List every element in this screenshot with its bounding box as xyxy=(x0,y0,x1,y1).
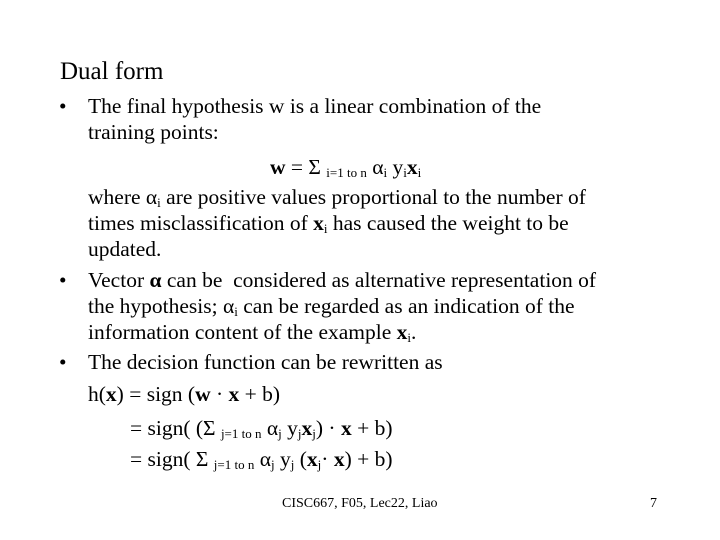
bullet-1-line-1: The final hypothesis w is a linear combination of the xyxy=(88,94,542,118)
bullet-3-marker: • xyxy=(59,350,67,374)
page-number: 7 xyxy=(650,496,657,511)
formula-w: w = Σ $_{i=1 to n}$ $\alpha_i$ $y_ix_i$ xyxy=(270,155,422,180)
where-line-3: updated. xyxy=(88,237,162,261)
bullet-1-marker: • xyxy=(59,94,67,118)
bullet-1-line-2: training points: xyxy=(88,120,219,144)
decision-line-3: = sign( Σ $_{j=1 to n}$ $\alpha_j$ $y_j$ $(x_j\cdot x) + b$) xyxy=(130,447,393,472)
footer-course: CISC667, F05, Lec22, Liao xyxy=(282,496,438,511)
where-line-2: times misclassification of $x_i$ has caused the weight to be xyxy=(88,211,569,236)
bullet-2-line-1: Vector α can be considered as alternative representation of xyxy=(88,268,597,292)
decision-line-2: = sign( (Σ $_{j=1 to n}$ $\alpha_j$ $y_jx_j) \cdot x + b$) xyxy=(130,416,393,441)
bullet-2-marker: • xyxy=(59,268,67,292)
decision-line-1: h(x) = sign (w · x + b) xyxy=(88,382,281,406)
where-line-1: where $\alpha_i$ are positive values proportional to the number of xyxy=(88,185,586,210)
bullet-3-line-1: The decision function can be rewritten as xyxy=(88,350,443,374)
bullet-2-line-2: the hypothesis; $\alpha_i$ can be regarded as an indication of the xyxy=(88,294,575,319)
slide-title: Dual form xyxy=(60,58,164,85)
bullet-2-line-3: information content of the example $x_i$. xyxy=(88,320,417,345)
